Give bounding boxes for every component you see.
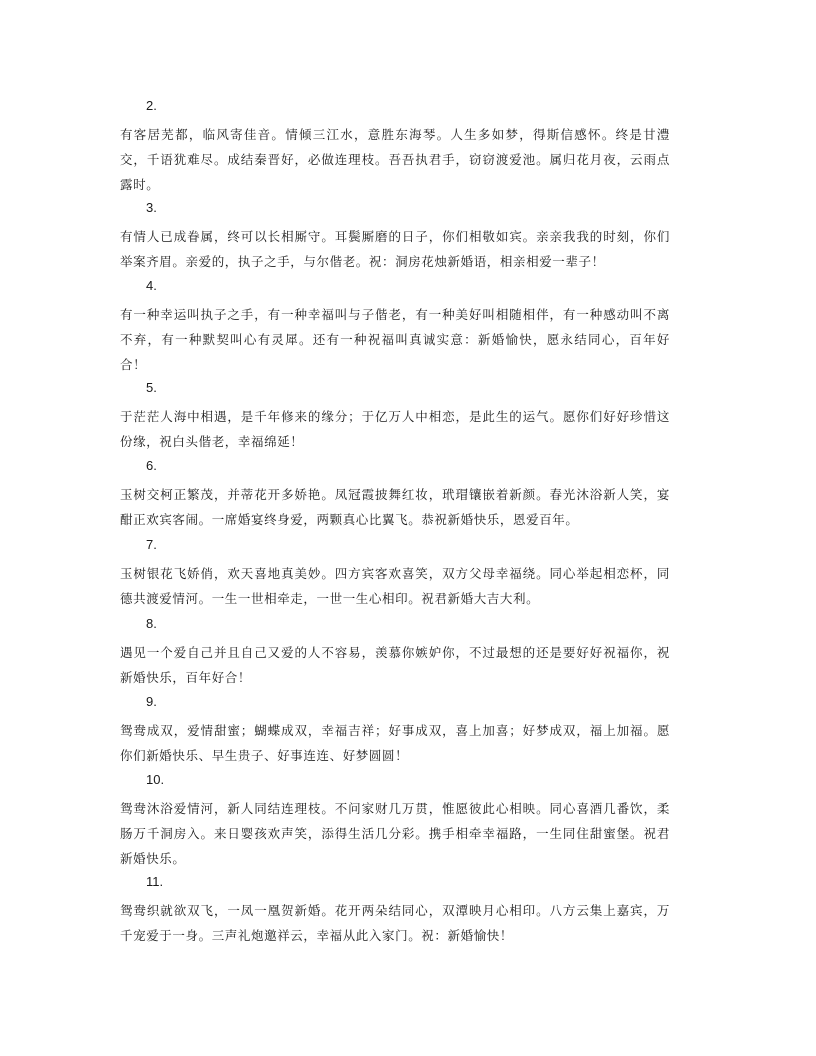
entry-number: 2. xyxy=(146,98,157,113)
entry-number: 7. xyxy=(146,537,157,552)
entry-number: 6. xyxy=(146,458,157,473)
entry-number: 9. xyxy=(146,694,157,709)
entry-number: 5. xyxy=(146,380,157,395)
entry-text: 玉树银花飞娇俏，欢天喜地真美妙。四方宾客欢喜笑，双方父母幸福绕。同心举起相恋杯，同德共渡爱情河。一生一世相牵走，一世一生心相印。祝君新婚大吉大利。 xyxy=(120,566,670,606)
entry-number: 10. xyxy=(146,772,165,787)
entry-number: 4. xyxy=(146,278,157,293)
entry-number: 11. xyxy=(146,874,164,889)
entry-text: 于茫茫人海中相遇，是千年修来的缘分；于亿万人中相恋，是此生的运气。愿你们好好珍惜这份缘，祝白头偕老，幸福绵延！ xyxy=(120,409,670,449)
entry-text: 有情人已成眷属，终可以长相厮守。耳鬓厮磨的日子，你们相敬如宾。亲亲我我的时刻，你们举案齐眉。亲爱的，执子之手，与尔偕老。祝：洞房花烛新婚语，相亲相爱一辈子！ xyxy=(120,229,670,269)
entry-text: 有一种幸运叫执子之手，有一种幸福叫与子偕老，有一种美好叫相随相伴，有一种感动叫不离不弃，有一种默契叫心有灵犀。还有一种祝福叫真诚实意：新婚愉快，愿永结同心，百年好合！ xyxy=(120,307,670,372)
entry-number: 3. xyxy=(146,200,157,215)
entry-text: 有客居芜都，临风寄佳音。情倾三江水，意胜东海琴。人生多如梦，得斯信感怀。终是甘澧交，千语犹难尽。成结秦晋好，必做连理枝。吾吾执君手，窃窃渡爱池。属归花月夜，云雨点露时。 xyxy=(120,127,670,192)
entry-text: 鸳鸯成双，爱情甜蜜；蝴蝶成双，幸福吉祥；好事成双，喜上加喜；好梦成双，福上加福。愿你们新婚快乐、早生贵子、好事连连、好梦圆圆！ xyxy=(120,723,670,763)
entry-text: 玉树交柯正繁茂，并蒂花开多娇艳。凤冠霞披舞红妆，玳瑁镶嵌着新颜。春光沐浴新人笑，宴酣正欢宾客闹。一席婚宴终身爱，两颗真心比翼飞。恭祝新婚快乐，恩爱百年。 xyxy=(120,487,670,527)
entry-text: 鸳鸯沐浴爱情河，新人同结连理枝。不问家财几万贯，惟愿彼此心相映。同心喜酒几番饮，柔肠万千洞房入。来日婴孩欢声笑，添得生活几分彩。携手相牵幸福路，一生同住甜蜜堡。祝君新婚快乐。 xyxy=(120,801,670,866)
entry-number: 8. xyxy=(146,616,157,631)
entry-text: 鸳鸯织就欲双飞，一凤一凰贺新婚。花开两朵结同心，双潭映月心相印。八方云集上嘉宾，万千宠爱于一身。三声礼炮邀祥云，幸福从此入家门。祝：新婚愉快！ xyxy=(120,903,670,943)
entry-text: 遇见一个爱自己并且自己又爱的人不容易，羡慕你嫉妒你，不过最想的还是要好好祝福你，祝新婚快乐，百年好合！ xyxy=(120,645,670,685)
